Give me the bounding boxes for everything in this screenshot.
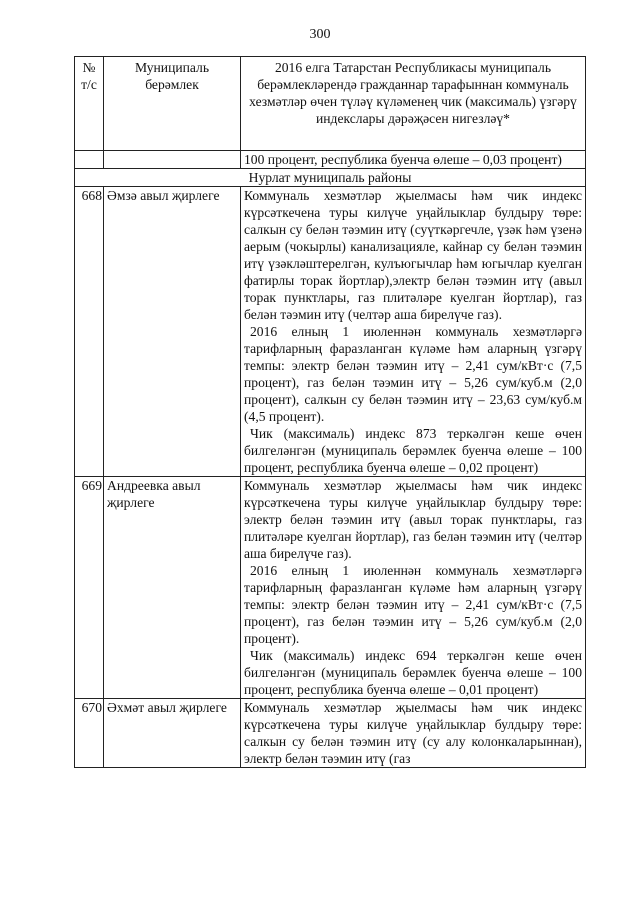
table-header-row bbox=[75, 57, 586, 151]
tariff-index-table bbox=[74, 56, 586, 768]
header-municipality: Муниципаль берәмлек bbox=[104, 57, 241, 151]
index-description bbox=[241, 187, 586, 477]
municipality-name: Әхмәт авыл җирлеге bbox=[104, 699, 241, 768]
index-description bbox=[241, 699, 586, 768]
paragraph-amenities: Коммуналь хезмәтләр җыелмасы һәм чик индекс күрсәткечена туры килүче уңайлыклар булдыру төре: салкын су белән тәэмин итү (суүткәргечле, үзәк һәм үзенә аерым (чокырлы) канализацияле, кайнар су белән тәэмин итү үзәкләштерелгән, кулъюгычлар һәм югычлар куелган фатирлы торак йортлар),электр белән тәэмин итү (авыл торак пунктлары, газ плитәләре куелган йортлар), газ белән тәэмин итү (челтәр аша бирелүче газ). bbox=[244, 188, 582, 322]
row-number: 668 bbox=[75, 187, 104, 477]
header-index: 2016 елга Татарстан Республикасы муниципаль берәмлекләрендә гражданнар тарафыннан коммуналь хезмәтләр өчен түләү күләменең чик (максималь) үзгәрү индекслары дәрәҗәсен нигезләү* bbox=[241, 57, 586, 151]
row-number: 669 bbox=[75, 477, 104, 699]
paragraph-tariffs: 2016 елның 1 июленнән коммуналь хезмәтләргә тарифларның фаразланган күләме һәм аларның үзгәрү темпы: электр белән тәэмин итү – 2,41 сум/кВт·с (7,5 процент), газ белән тәэмин итү – 5,26 сум/куб.м (2,0 процент), салкын су белән тәэмин итү – 23,63 сум/куб.м (4,5 процент). bbox=[244, 324, 582, 424]
paragraph-limit-index: Чик (максималь) индекс 694 теркәлгән кеше өчен билгеләнгән (муниципаль берәмлек буенча өлеше – 100 процент, республика буенча өлеше – 0,01 процент) bbox=[244, 648, 582, 697]
paragraph-amenities: Коммуналь хезмәтләр җыелмасы һәм чик индекс күрсәткечена туры килүче уңайлыклар булдыру төре: электр белән тәэмин итү (авыл торак пунктлары, газ плитәләре куелган йортлар), газ белән тәэмин итү (челтәр аша бирелүче газ). bbox=[244, 478, 582, 561]
paragraph-tariffs: 2016 елның 1 июленнән коммуналь хезмәтләргә тарифларның фаразланган күләме һәм аларның үзгәрү темпы: электр белән тәэмин итү – 2,41 сум/кВт·с (7,5 процент), газ белән тәэмин итү – 5,26 сум/куб.м (2,0 процент). bbox=[244, 563, 582, 646]
carry-over-text: 100 процент, республика буенча өлеше – 0,03 процент) bbox=[241, 151, 586, 169]
row-number: 670 bbox=[75, 699, 104, 768]
paragraph-limit-index: Чик (максималь) индекс 873 теркәлгән кеше өчен билгеләнгән (муниципаль берәмлек буенча өлеше – 100 процент, республика буенча өлеше – 0,02 процент) bbox=[244, 426, 582, 475]
district-row bbox=[75, 169, 586, 187]
municipality-name: Әмзә авыл җирлеге bbox=[104, 187, 241, 477]
index-description bbox=[241, 477, 586, 699]
header-number: № т/с bbox=[75, 57, 104, 151]
carry-over-row bbox=[75, 151, 586, 169]
page-number: 300 bbox=[309, 27, 331, 42]
municipality-name: Андреевка авыл җирлеге bbox=[104, 477, 241, 699]
table-row bbox=[75, 699, 586, 768]
district-title: Нурлат муниципаль районы bbox=[75, 169, 586, 187]
paragraph-amenities: Коммуналь хезмәтләр җыелмасы һәм чик индекс күрсәткечена туры килүче уңайлыклар булдыру төре: салкын су белән тәэмин итү (су алу колонкаларыннан), электр белән тәэмин итү (газ bbox=[244, 700, 582, 766]
table-row bbox=[75, 477, 586, 699]
table-row bbox=[75, 187, 586, 477]
